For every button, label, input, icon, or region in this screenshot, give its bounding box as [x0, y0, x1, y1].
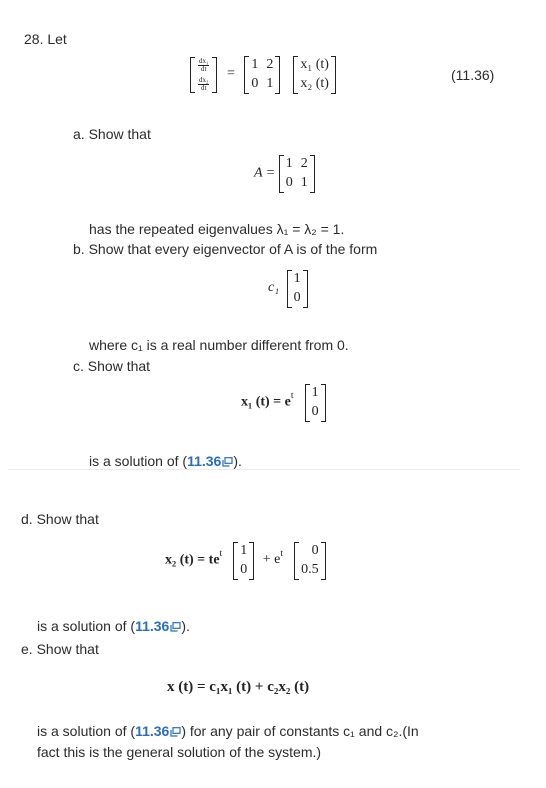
part-e-conclusion-line1: is a solution of (11.36 ) for any pair of constants c₁ and c₂.(In — [37, 723, 419, 739]
eigenvector: 1 0 — [287, 270, 308, 308]
part-a-conclusion: has the repeated eigenvalues λ₁ = λ₂ = 1. — [89, 221, 345, 237]
x1-equation: x₁ $(t) = e^t$ 1 0 — [241, 384, 326, 422]
dx2-dt: $\frac{\text{dx₂}}{dt}$ — [199, 75, 209, 92]
equation-link[interactable]: 11.36 — [135, 618, 170, 634]
system-equation — [190, 56, 336, 94]
x2-vector-1: 1 0 — [233, 542, 254, 580]
section-divider — [8, 469, 520, 470]
part-e-conclusion-line2: fact this is the general solution of the system.) — [37, 744, 322, 760]
dx1-dt: $\frac{\text{dx₁}}{dt}$ — [199, 56, 209, 73]
coefficient-matrix: 1 2 0 1 — [244, 56, 280, 94]
x2-vector-2: 0 0.5 — [294, 542, 326, 580]
part-d-label: d. Show that — [21, 511, 99, 527]
matrix-a: 1 2 0 1 — [279, 155, 315, 193]
external-link-icon[interactable] — [222, 457, 233, 467]
equation-link[interactable]: 11.36 — [135, 723, 170, 739]
external-link-icon[interactable] — [170, 727, 181, 737]
part-c-conclusion: is a solution of (11.36 ). — [89, 453, 242, 469]
part-d-conclusion: is a solution of (11.36 ). — [37, 618, 190, 634]
state-vector: x₁ (t) x₂ (t) — [293, 56, 336, 94]
eigenvector-form: c₁ 1 0 — [268, 270, 308, 308]
part-b-conclusion: where c₁ is a real number different from 0. — [89, 337, 349, 353]
equation-link[interactable]: 11.36 — [187, 453, 222, 469]
problem-number: 28. Let — [24, 31, 67, 47]
part-e-label: e. Show that — [21, 641, 99, 657]
derivative-vector — [190, 57, 217, 93]
general-solution-equation: x (t) = c₁x₁ (t) + c₂x₂ (t) — [167, 679, 310, 695]
x1-vector: 1 0 — [305, 384, 326, 422]
equals-sign: = — [226, 66, 235, 82]
x2-equation: x₂ $(t) = te^t$ 1 0 + $e^t$ 0 0.5 — [165, 542, 326, 580]
matrix-a-equation: A = 1 2 0 1 — [254, 155, 315, 193]
part-a-label: a. Show that — [73, 126, 151, 142]
part-c-label: c. Show that — [73, 358, 151, 374]
part-b-label: b. Show that every eigenvector of A is of the form — [73, 241, 378, 257]
equation-number: (11.36) — [451, 67, 495, 83]
external-link-icon[interactable] — [170, 622, 181, 632]
